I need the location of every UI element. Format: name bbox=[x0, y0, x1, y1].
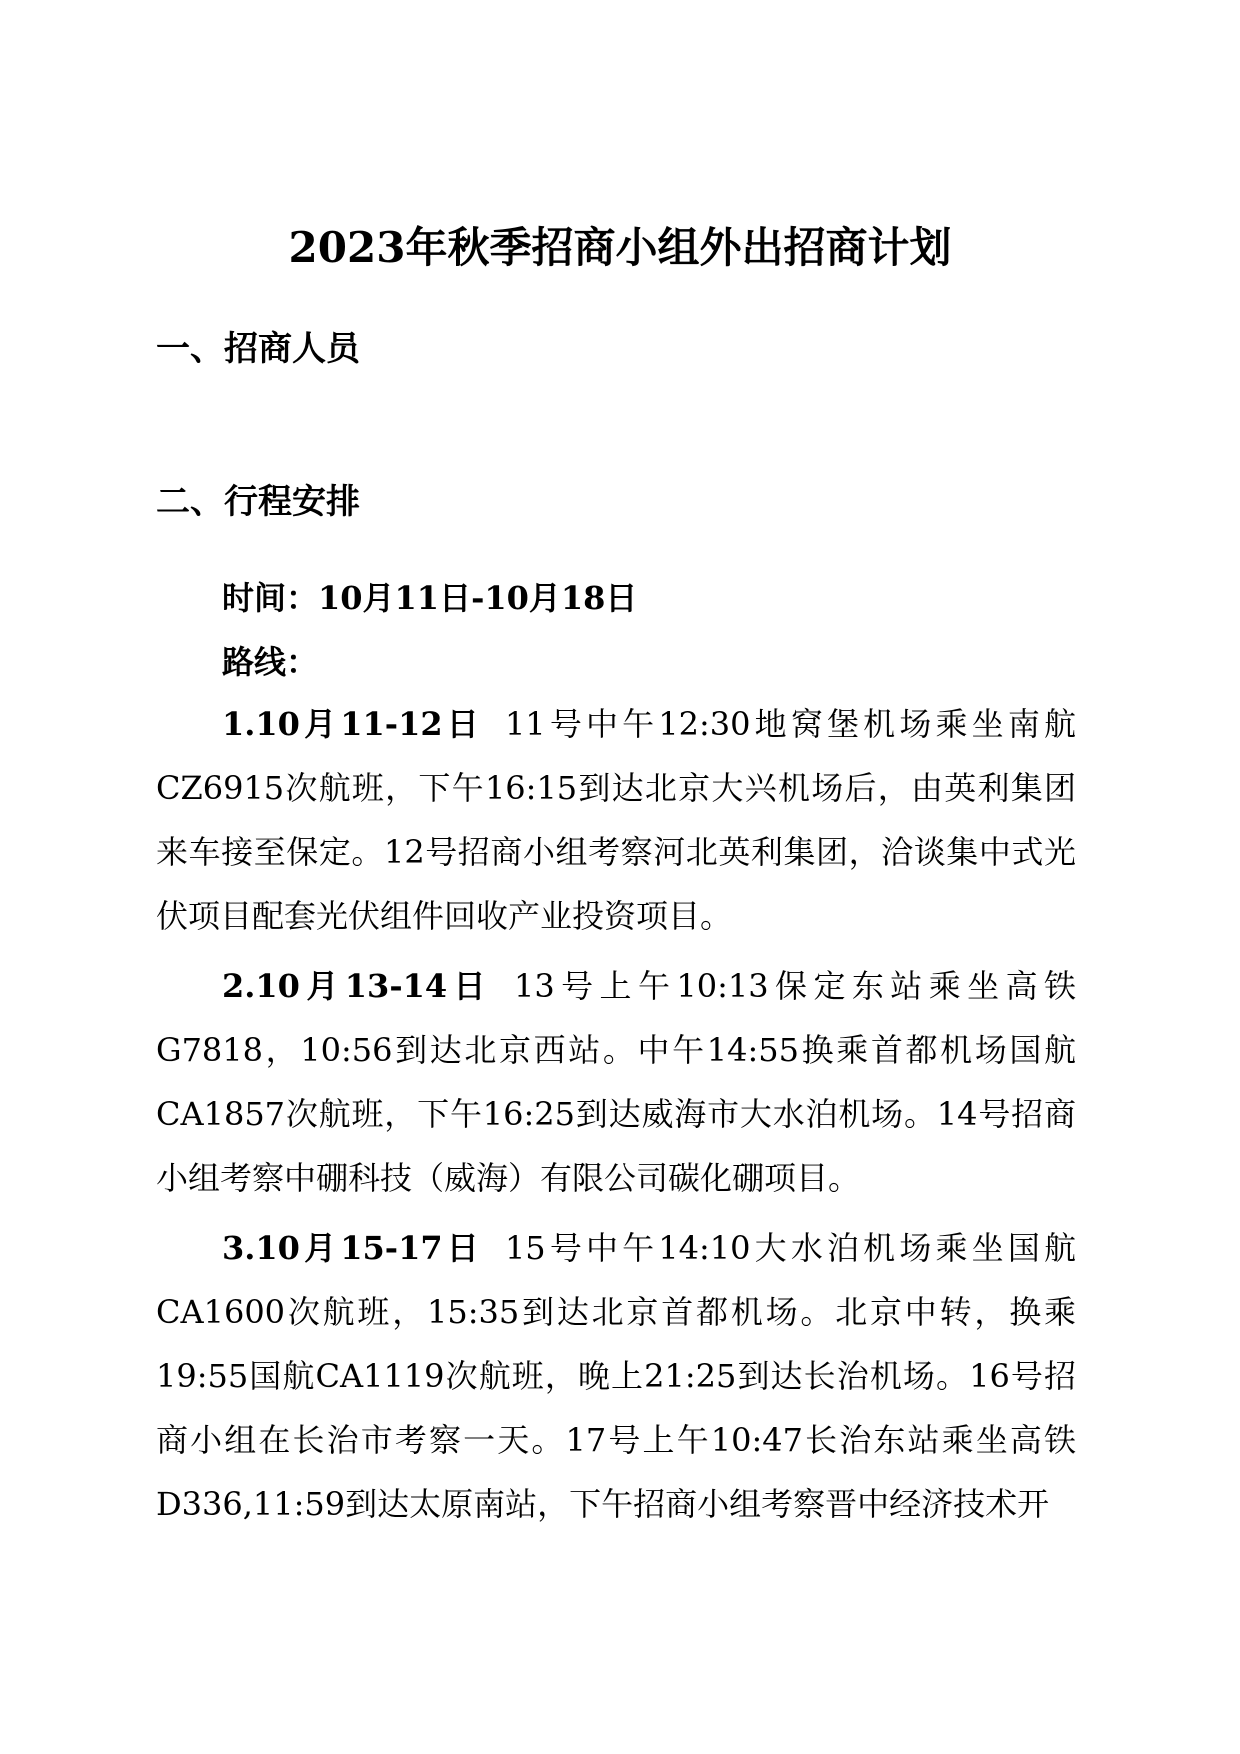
itinerary-date-1: 1.10月11-12日 bbox=[222, 705, 483, 743]
itinerary-date-2: 2.10月13-14日 bbox=[222, 967, 492, 1005]
itinerary-text-3: 15号中午14:10大水泊机场乘坐国航CA1600次航班，15:35到达北京首都机场。北京中转，换乘19:55国航CA1119次航班，晚上21:25到达长治机场。16号招商小组在长治市考察一天。17号上午10:47长治东站乘坐高铁D336,11:59到达太原南站，下午招商小组考察晋中经济技术开 bbox=[156, 1229, 1076, 1523]
itinerary-paragraph-3 bbox=[156, 1216, 1076, 1536]
route-label: 路线： bbox=[222, 643, 319, 681]
document-title: 2023年秋季招商小组外出招商计划 bbox=[288, 223, 952, 272]
time-range-line: 时间：10月11日-10月18日 bbox=[222, 579, 638, 617]
itinerary-paragraph-2 bbox=[156, 954, 1076, 1210]
itinerary-paragraph-1 bbox=[156, 692, 1076, 948]
itinerary-text-1: 11号中午12:30地窝堡机场乘坐南航CZ6915次航班，下午16:15到达北京大兴机场后，由英利集团来车接至保定。12号招商小组考察河北英利集团，洽谈集中式光伏项目配套光伏组件回收产业投资项目。 bbox=[156, 705, 1076, 935]
itinerary-date-3: 3.10月15-17日 bbox=[222, 1229, 483, 1267]
section-heading-personnel: 一、招商人员 bbox=[156, 329, 360, 369]
section-heading-itinerary: 二、行程安排 bbox=[156, 482, 360, 522]
itinerary-text-2: 13号上午10:13保定东站乘坐高铁G7818，10:56到达北京西站。中午14:55换乘首都机场国航CA1857次航班，下午16:25到达威海市大水泊机场。14号招商小组考察中硼科技（威海）有限公司碳化硼项目。 bbox=[156, 967, 1076, 1197]
